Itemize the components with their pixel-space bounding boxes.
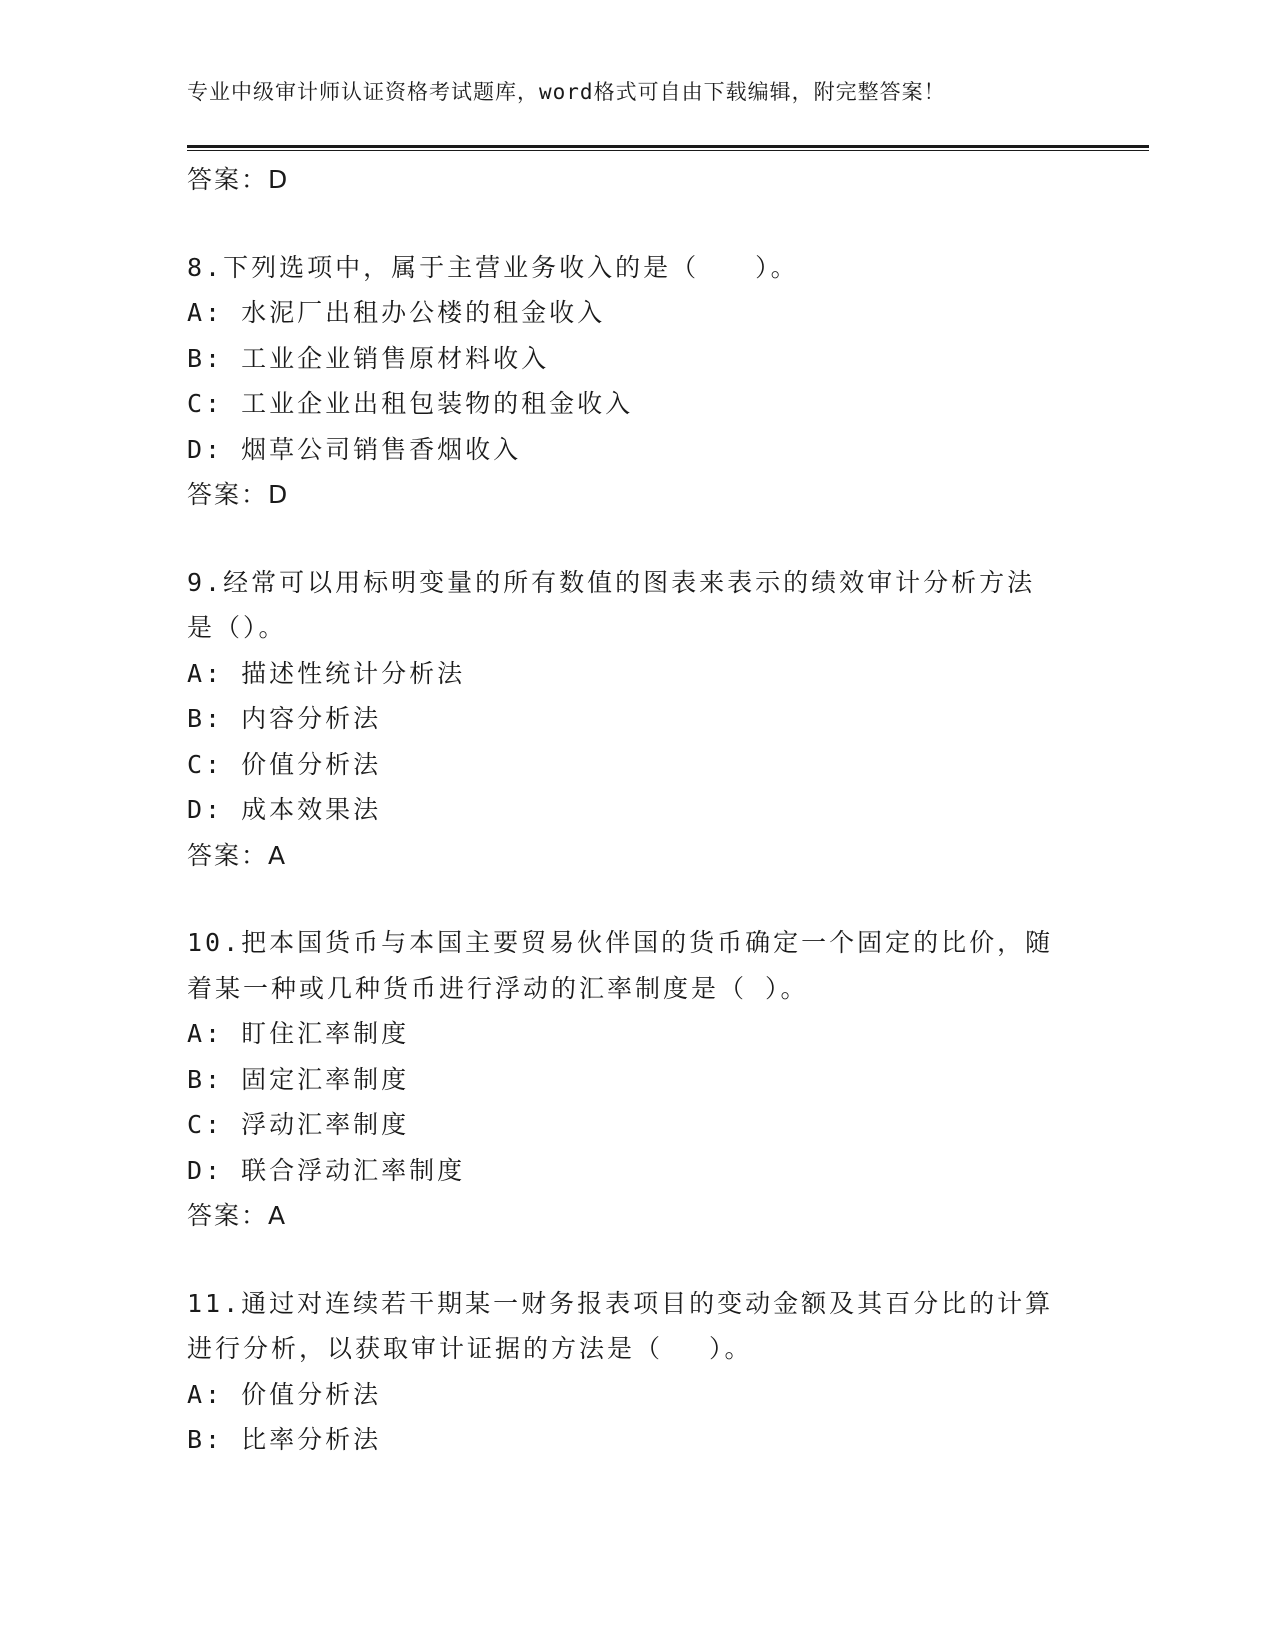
answer-line: 答案：D [187, 480, 290, 509]
answer-line: 答案：A [187, 1201, 288, 1230]
question-text: 9.经常可以用标明变量的所有数值的图表来表示的绩效审计分析方法 [187, 567, 1036, 597]
option-c: C: 工业企业出租包装物的租金收入 [187, 389, 634, 418]
question-list [187, 157, 1087, 1463]
option-a: A: 盯住汇率制度 [187, 1019, 410, 1048]
spacer [187, 1239, 1087, 1281]
question-11 [187, 1281, 1087, 1463]
question-9 [187, 560, 1087, 879]
option-b: B: 内容分析法 [187, 704, 382, 733]
header-rule [187, 145, 1149, 148]
spacer [187, 518, 1087, 560]
option-b: B: 固定汇率制度 [187, 1064, 410, 1094]
question-text: 10.把本国货币与本国主要贸易伙伴国的货币确定一个固定的比价，随 [187, 928, 1054, 957]
option-d: D: 联合浮动汇率制度 [187, 1155, 466, 1185]
option-c: C: 价值分析法 [187, 749, 382, 779]
spacer [187, 878, 1087, 920]
question-text: 8.下列选项中，属于主营业务收入的是（ ）。 [187, 252, 799, 282]
question-text-continued: 着某一种或几种货币进行浮动的汇率制度是（ ）。 [187, 973, 809, 1003]
option-d: D: 成本效果法 [187, 795, 382, 824]
spacer [187, 203, 1087, 245]
option-d: D: 烟草公司销售香烟收入 [187, 434, 522, 464]
page-header: 专业中级审计师认证资格考试题库，word格式可自由下载编辑，附完整答案！ [187, 80, 946, 104]
option-b: B: 比率分析法 [187, 1425, 382, 1454]
answer-line: 答案：A [187, 840, 288, 870]
question-8 [187, 245, 1087, 518]
option-a: A: 水泥厂出租办公楼的租金收入 [187, 298, 606, 327]
option-b: B: 工业企业销售原材料收入 [187, 343, 550, 373]
question-text-continued: 是（）。 [187, 613, 287, 642]
option-a: A: 价值分析法 [187, 1379, 382, 1409]
answer-line: 答案：D [187, 165, 290, 194]
question-text-continued: 进行分析，以获取审计证据的方法是（ ）。 [187, 1334, 753, 1363]
question-10 [187, 920, 1087, 1239]
option-c: C: 浮动汇率制度 [187, 1110, 410, 1139]
header-rule-thin [187, 150, 1149, 151]
question-text: 11.通过对连续若干期某一财务报表项目的变动金额及其百分比的计算 [187, 1288, 1054, 1318]
option-a: A: 描述性统计分析法 [187, 658, 466, 688]
